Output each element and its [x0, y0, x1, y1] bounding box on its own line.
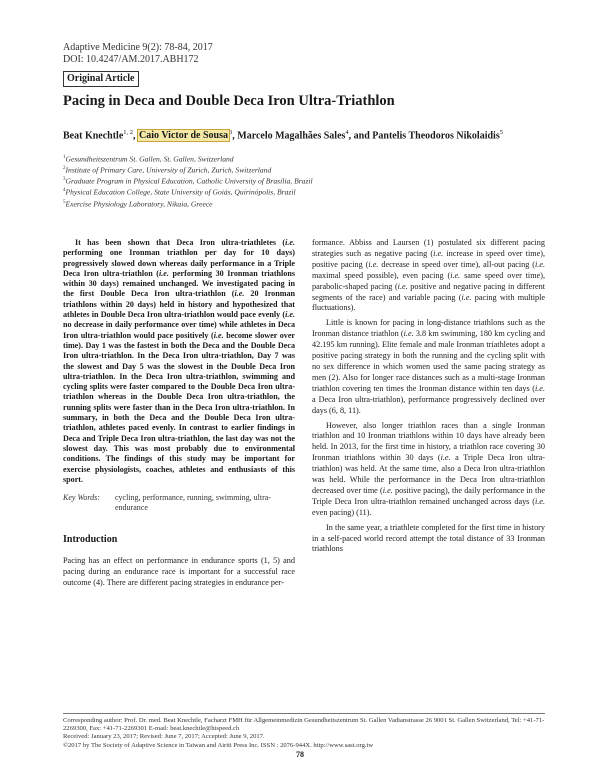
author-sep: ,: [133, 130, 139, 142]
body-paragraph: [312, 421, 545, 519]
abstract: [63, 238, 295, 485]
keywords: [63, 493, 295, 514]
body-paragraph: [312, 318, 545, 416]
author-list: [63, 126, 553, 142]
affiliation-number: 2: [63, 166, 66, 172]
text-run: However, also longer triathlon races than a single Ironman triathlon and 10 Ironman triathlons within 10 days have already been held. In 2013, for the first time in history, a triathlon race covering 30 Ironman triathlons within 30 days (: [312, 420, 545, 463]
section-heading-introduction: Introduction: [63, 533, 118, 545]
text-run: a Deca Iron ultra-triathlon), performance progressively declined over days (6, 8, 11).: [312, 394, 545, 415]
text-run: 3.8 km swimming, 180 km cycling and 42.195 km running). Elite female and male Ironman triathletes adopt a positive pacing strategy in both the running and the cycling split with no sex difference in which women used the same pacing strategy as men (2). Also for longer race distances such as a multi-stage Ironman triathlon covering ten times the Ironman distance within ten days (: [312, 329, 545, 393]
author-affil-ref: 1, 2: [123, 129, 134, 136]
affiliation-text: Physical Education College, State University of Goiás, Quirinópolis, Brazil: [65, 187, 296, 197]
corresponding-author: Corresponding author: Prof. Dr. med. Beat Knechtle, Facharzt FMH für Allgemeinmedizin Gesundheitszentrum St. Gallen Vadianstrasse 26 9001 St. Gallen Switzerland, Tel: +41-71-2269300, Fax: +41-71-2269301 E-mail: beat.knechtle@hispeed.ch: [63, 717, 545, 733]
text-run: pacing with multiple fluctuations).: [312, 292, 545, 313]
text-run: performing 30 Ironman triathlons within 30 days) remained unchanged. We investigated pacing in the first Double Deca Iron ultra-triathlon (: [63, 268, 295, 299]
article-title: Pacing in Deca and Double Deca Iron Ultra-Triathlon: [63, 93, 395, 109]
keywords-label: Key Words:: [63, 493, 100, 503]
right-column: [312, 238, 545, 555]
affiliation-list: [63, 153, 533, 209]
affiliation-item: [63, 164, 533, 175]
affiliation-number: 1: [63, 155, 66, 160]
keywords-values: cycling, performance, running, swimming, ultra-endurance: [115, 493, 271, 513]
text-run: It has been shown that Deca Iron ultra-triathletes (: [75, 238, 286, 247]
author-affil-ref: 3: [229, 129, 233, 136]
affiliation-text: Graduate Program in Physical Education, Catholic University of Brasília, Brazil: [65, 176, 313, 186]
affiliation-item: [63, 186, 533, 197]
italic-run: i.e.: [461, 292, 472, 302]
doi-line: DOI: 10.4247/AM.2017.ABH172: [63, 54, 199, 65]
affiliation-item: [63, 153, 533, 164]
article-type-label: Original Article: [63, 71, 139, 87]
author-affil-ref: 4: [345, 129, 349, 136]
text-run: no decrease in daily performance over time) while athletes in Deca Iron ultra-triathlon would pace positively (: [63, 320, 295, 340]
italic-run: i.e.: [403, 329, 414, 339]
text-run: decrease in speed over time), all-out pacing (: [378, 259, 535, 269]
affiliation-item: [63, 175, 533, 186]
text-run: maximal speed possible), even pacing (: [312, 270, 451, 280]
italic-run: i.e.: [440, 453, 451, 463]
affiliation-number: 3: [63, 177, 66, 183]
left-column: [63, 238, 295, 588]
italic-run: i.e.: [534, 383, 545, 393]
received-dates: Received: January 23, 2017; Revised: June 7, 2017; Accepted: June 9, 2017.: [63, 733, 265, 741]
text-run: 20 Ironman triathlons within 20 days) held in history and hypothesized that athletes in Double Deca Iron ultra-triathlon would pace evenly (: [63, 289, 296, 320]
author-name[interactable]: Pantelis Theodoros Nikolaidis: [372, 130, 500, 142]
text-run: positive and negative pacing in different segments of the race) and variable pacing (: [312, 281, 545, 302]
text-run: formance. Abbiss and Laursen (1) postulated six different pacing strategies such as negative pacing (: [312, 238, 545, 258]
italic-run: i.e.: [382, 485, 393, 495]
italic-run: i.e.: [450, 270, 461, 280]
text-run: same speed over time), parabolic-shaped pacing (: [312, 270, 545, 291]
italic-run: i.e.: [433, 248, 444, 258]
affiliation-item: [63, 198, 533, 209]
author-sep: ,: [232, 130, 238, 142]
affiliation-text: Exercise Physiology Laboratory, Nikaia, Greece: [65, 199, 213, 209]
author-name[interactable]: Marcelo Magalhães Sales: [237, 130, 346, 142]
italic-run: i.e.: [534, 496, 545, 506]
italic-run: i.e.: [397, 281, 408, 291]
italic-run: i.e.: [234, 289, 245, 299]
author-sep: , and: [348, 130, 373, 142]
author-name-highlighted[interactable]: Caio Victor de Sousa: [139, 130, 229, 142]
italic-run: i.e.: [159, 268, 169, 278]
text-run: performing one Ironman triathlon per day for 10 days) progressively slowed down whereas daily performance in a Triple Deca Iron ultra-triathlon (: [63, 248, 295, 278]
page-number: 78: [296, 750, 304, 759]
author-affil-ref: 5: [499, 129, 503, 136]
italic-run: i.e.: [285, 238, 295, 247]
italic-run: i.e.: [368, 259, 379, 269]
italic-run: i.e.: [285, 310, 295, 320]
footnote-block: [63, 713, 545, 750]
author-name[interactable]: Beat Knechtle: [63, 130, 124, 142]
italic-run: i.e.: [535, 259, 546, 269]
affiliation-number: 5: [63, 199, 66, 205]
intro-paragraph: Pacing has an effect on performance in endurance sports (1, 5) and pacing during an endurance race is important for a successful race outcome (4). There are different pacing strategies in endurance per-: [63, 555, 295, 587]
copyright-line: ©2017 by The Society of Adaptive Science in Taiwan and Airiti Press Inc. ISSN : 2076-944X. http://www.sast.org.tw: [63, 741, 374, 749]
body-paragraph: In the same year, a triathlete completed for the first time in history in a self-paced world record attempt the total distance of 33 Ironman triathlons: [312, 522, 545, 554]
affiliation-text: Gesundheitszentrum St. Gallen, St. Gallen, Switzerland: [65, 154, 234, 164]
body-paragraph: [312, 238, 545, 314]
text-run: positive pacing), the daily performance in the Triple Deca Iron ultra-triathlon remained unchanged across days (: [312, 485, 545, 506]
text-run: become slower over time). Day 1 was the fastest in both the Deca and the Double Deca Iron ultra-triathlon. In the Deca Iron ultra-triathlon, Day 7 was the slowest and Day 5 was the slowest in the Double Deca Iron ultra-triathlon. In the Deca Iron ultra-triathlon, swimming and cycling splits were faster compared to the Double Deca Iron ultra-triathlon whereas in the Double Deca Iron ultra-triathlon, the running splits were faster than in the Deca Iron ultra-triathlon. In summary, in both the Deca and the Double Deca Iron ultra-triathlon, athletes paced evenly. In contrast to earlier findings in Deca and Triple Deca Iron ultra-triathlon, the last day was not the slowest day. This was most probably due to environmental conditions. The findings of this study may be important for exercise physiologists, coaches, athletes and enthusiasts of this sport.: [63, 330, 295, 484]
italic-run: i.e.: [213, 330, 224, 340]
text-run: increase in speed over time), positive pacing (: [312, 248, 545, 269]
affiliation-text: Institute of Primary Care, University of Zurich, Zurich, Switzerland: [65, 165, 272, 175]
text-run: Little is known for pacing in long-distance triathlons such as the Ironman distance triathlon (: [312, 318, 545, 339]
text-run: even pacing) (11).: [312, 507, 372, 517]
journal-citation: Adaptive Medicine 9(2): 78-84, 2017: [63, 42, 213, 53]
affiliation-number: 4: [63, 188, 66, 194]
text-run: a Triple Deca Iron ultra-triathlon) was held. At the same time, also a Deca Iron ultra-triathlon was held. While the performance in the Deca Iron ultra-triathlon decreased over time (: [312, 453, 546, 495]
